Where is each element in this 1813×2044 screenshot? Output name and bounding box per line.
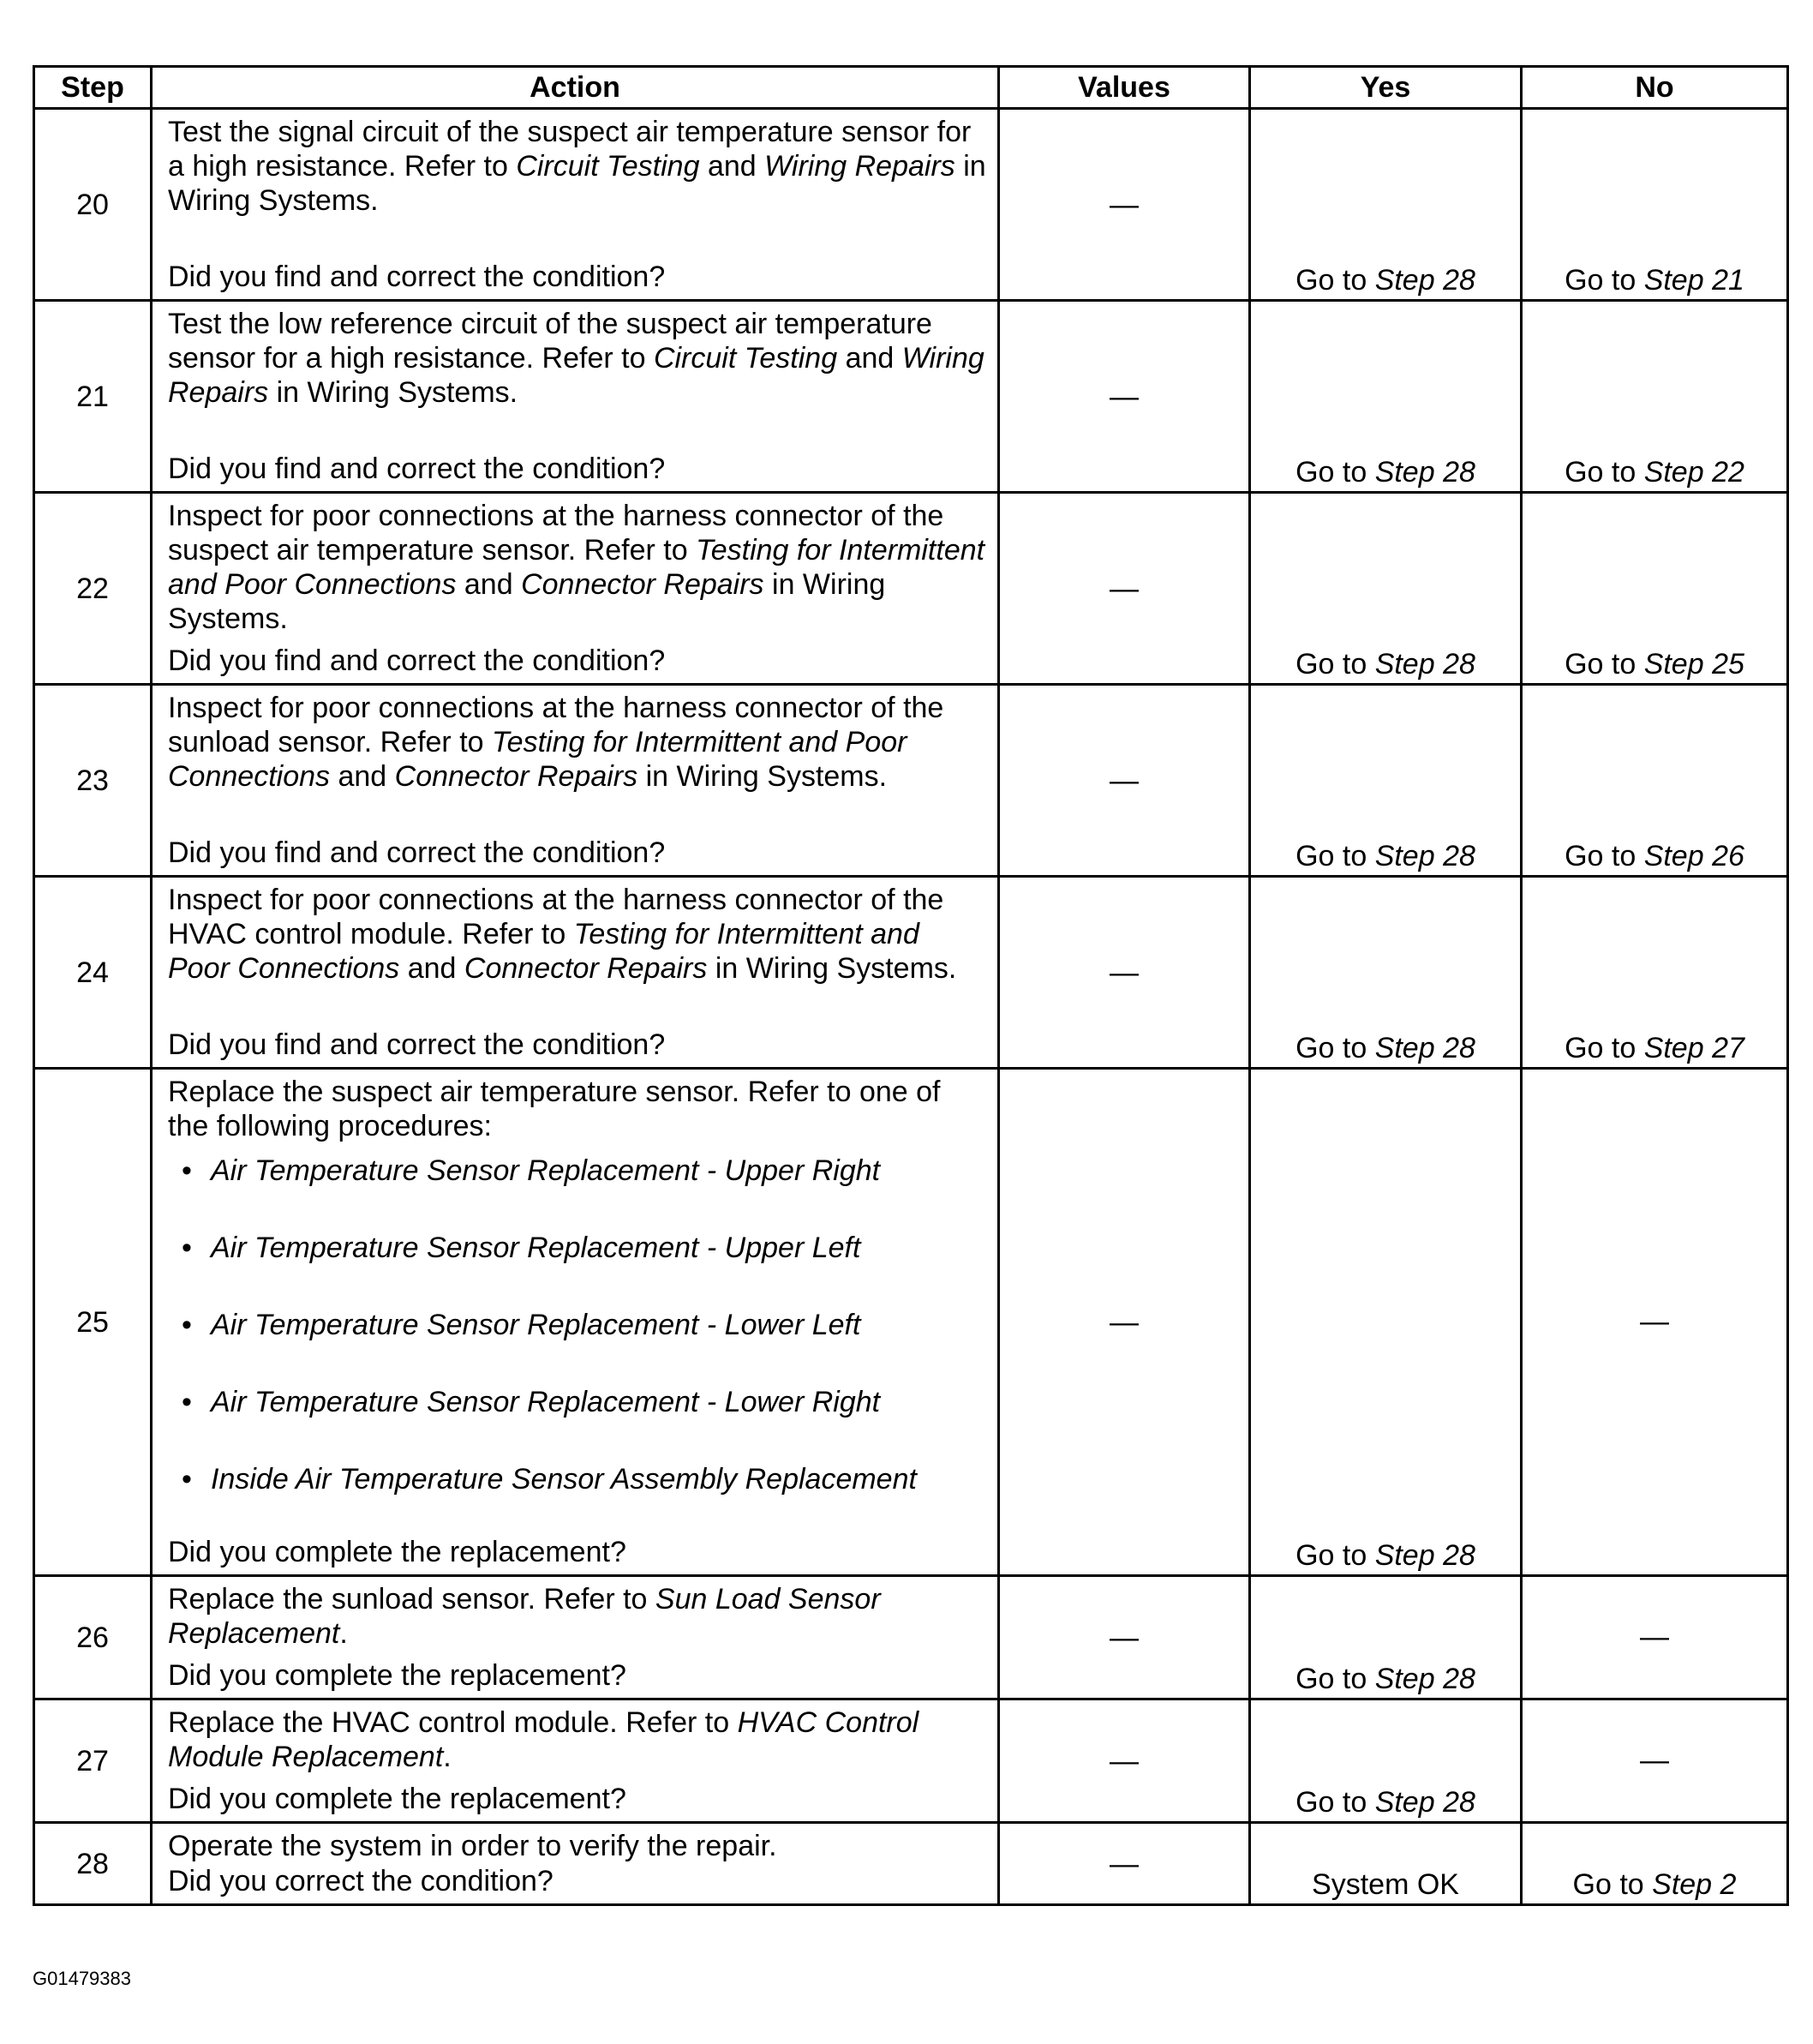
yes-step-link[interactable]: Step 28 bbox=[1374, 456, 1475, 489]
procedure-list-item[interactable] bbox=[211, 1462, 989, 1496]
yes-goto-text: Go to bbox=[1295, 264, 1375, 297]
no-step-link[interactable]: Step 22 bbox=[1643, 456, 1744, 489]
no-cell bbox=[1522, 877, 1788, 1069]
yes-step-link[interactable]: Step 28 bbox=[1374, 1663, 1475, 1695]
yes-cell bbox=[1250, 301, 1522, 493]
step-number: 22 bbox=[34, 493, 152, 685]
action-text bbox=[168, 307, 989, 410]
yes-cell bbox=[1250, 1069, 1522, 1576]
action-text bbox=[168, 1705, 989, 1774]
no-cell bbox=[1522, 1069, 1788, 1576]
no-step-link[interactable]: Step 27 bbox=[1643, 1032, 1744, 1064]
step-number: 26 bbox=[34, 1576, 152, 1699]
action-text-segment: Inspect for poor connections at the harness connector of the suspect air temperature sensor. Refer to bbox=[168, 500, 944, 566]
step-number: 24 bbox=[34, 877, 152, 1069]
procedure-link[interactable]: Inside Air Temperature Sensor Assembly Replacement bbox=[211, 1463, 917, 1496]
header-row bbox=[34, 67, 1788, 109]
values-cell: — bbox=[999, 685, 1250, 877]
procedure-list-item[interactable] bbox=[211, 1385, 989, 1419]
no-goto-text: Go to bbox=[1565, 840, 1644, 872]
no-cell bbox=[1522, 685, 1788, 877]
no-result-text: — bbox=[1640, 1620, 1669, 1653]
no-result-text: — bbox=[1640, 1304, 1669, 1338]
action-question: Did you complete the replacement? bbox=[168, 1536, 626, 1568]
action-text-segment: Replace the suspect air temperature sensor. Refer to one of the following procedures: bbox=[168, 1076, 941, 1142]
action-cell bbox=[152, 685, 999, 877]
no-result-text: — bbox=[1640, 1743, 1669, 1777]
no-goto-text: Go to bbox=[1565, 648, 1644, 680]
action-text-segment: Replace the sunload sensor. Refer to bbox=[168, 1583, 655, 1615]
action-question: Did you correct the condition? bbox=[168, 1865, 553, 1897]
step-number: 28 bbox=[34, 1823, 152, 1905]
yes-step-link[interactable]: Step 28 bbox=[1374, 648, 1475, 680]
no-goto-text: Go to bbox=[1572, 1868, 1653, 1901]
action-text-segment: Inspect for poor connections at the harness connector of the HVAC control module. Refer to bbox=[168, 884, 944, 950]
action-cell bbox=[152, 1576, 999, 1699]
yes-step-link[interactable]: Step 28 bbox=[1374, 840, 1475, 872]
header-values: Values bbox=[999, 67, 1250, 109]
yes-goto-text: Go to bbox=[1295, 1032, 1375, 1064]
yes-step-link[interactable]: Step 28 bbox=[1374, 1539, 1475, 1572]
values-cell: — bbox=[999, 1576, 1250, 1699]
reference-link[interactable]: Connector Repairs bbox=[394, 760, 638, 793]
action-text bbox=[168, 883, 989, 986]
action-question: Did you find and correct the condition? bbox=[168, 1028, 666, 1061]
no-step-link[interactable]: Step 25 bbox=[1643, 648, 1744, 680]
no-cell bbox=[1522, 1823, 1788, 1905]
procedure-list-item[interactable] bbox=[211, 1231, 989, 1265]
table-row bbox=[34, 493, 1788, 685]
action-text bbox=[168, 115, 989, 218]
values-cell: — bbox=[999, 1823, 1250, 1905]
action-text-segment: Replace the HVAC control module. Refer to bbox=[168, 1706, 738, 1739]
values-cell: — bbox=[999, 877, 1250, 1069]
action-text-segment: and bbox=[837, 342, 902, 375]
yes-cell bbox=[1250, 493, 1522, 685]
yes-goto-text: Go to bbox=[1295, 456, 1375, 489]
yes-cell bbox=[1250, 109, 1522, 301]
table-row bbox=[34, 685, 1788, 877]
procedure-list-item[interactable] bbox=[211, 1308, 989, 1342]
table-row bbox=[34, 301, 1788, 493]
action-text bbox=[168, 1075, 989, 1505]
procedure-link[interactable]: Air Temperature Sensor Replacement - Lower Right bbox=[211, 1386, 881, 1418]
reference-link[interactable]: Testing for Intermittent and Poor Connections bbox=[168, 726, 907, 793]
table-row bbox=[34, 1069, 1788, 1576]
yes-goto-text: Go to bbox=[1295, 1539, 1375, 1572]
yes-cell bbox=[1250, 1576, 1522, 1699]
yes-cell bbox=[1250, 1823, 1522, 1905]
yes-step-link[interactable]: Step 28 bbox=[1374, 1032, 1475, 1064]
no-cell bbox=[1522, 1699, 1788, 1823]
action-text bbox=[168, 1582, 989, 1651]
reference-link[interactable]: Testing for Intermittent and Poor Connections bbox=[168, 918, 919, 985]
yes-cell bbox=[1250, 877, 1522, 1069]
table-row bbox=[34, 1699, 1788, 1823]
action-text-segment: and bbox=[699, 150, 765, 183]
action-text-segment: in Wiring Systems. bbox=[168, 568, 886, 635]
yes-cell bbox=[1250, 1699, 1522, 1823]
no-cell bbox=[1522, 1576, 1788, 1699]
yes-goto-text: Go to bbox=[1295, 1663, 1375, 1695]
table-row bbox=[34, 109, 1788, 301]
yes-goto-text: Go to bbox=[1295, 648, 1375, 680]
values-cell: — bbox=[999, 493, 1250, 685]
step-number: 23 bbox=[34, 685, 152, 877]
procedure-list bbox=[168, 1154, 989, 1496]
action-question: Did you find and correct the condition? bbox=[168, 261, 666, 293]
table-row bbox=[34, 1823, 1788, 1905]
no-step-link[interactable]: Step 26 bbox=[1643, 840, 1744, 872]
yes-goto-text: Go to bbox=[1295, 840, 1375, 872]
action-text-segment: . bbox=[339, 1617, 348, 1650]
reference-link[interactable]: Wiring Repairs bbox=[764, 150, 955, 183]
action-cell bbox=[152, 1823, 999, 1905]
diagnostic-table bbox=[33, 65, 1789, 1906]
reference-link[interactable]: Testing for Intermittent and Poor Connections bbox=[168, 534, 985, 601]
action-question: Did you find and correct the condition? bbox=[168, 644, 666, 677]
reference-link[interactable]: Wiring Repairs bbox=[168, 342, 984, 409]
no-goto-text: Go to bbox=[1565, 264, 1644, 297]
yes-goto-text: Go to bbox=[1295, 1786, 1375, 1819]
reference-link[interactable]: Connector Repairs bbox=[521, 568, 764, 601]
diagnostic-table-sheet bbox=[33, 65, 1786, 1906]
step-number: 27 bbox=[34, 1699, 152, 1823]
reference-link[interactable]: Circuit Testing bbox=[653, 342, 838, 375]
step-number: 20 bbox=[34, 109, 152, 301]
action-text-segment: Test the low reference circuit of the suspect air temperature sensor for a high resistance. Refer to bbox=[168, 308, 932, 375]
action-text-segment: in Wiring Systems. bbox=[707, 952, 957, 985]
reference-link[interactable]: Connector Repairs bbox=[464, 952, 708, 985]
procedure-link[interactable]: Air Temperature Sensor Replacement - Upper Right bbox=[211, 1154, 881, 1187]
reference-link[interactable]: Circuit Testing bbox=[516, 150, 700, 183]
action-text-segment: Test the signal circuit of the suspect air temperature sensor for a high resistance. Refer to bbox=[168, 116, 972, 183]
action-text bbox=[168, 691, 989, 794]
action-text-segment: in Wiring Systems. bbox=[168, 150, 986, 217]
action-text-segment: . bbox=[443, 1741, 452, 1773]
yes-cell bbox=[1250, 685, 1522, 877]
header-no: No bbox=[1522, 67, 1788, 109]
action-question: Did you complete the replacement? bbox=[168, 1783, 626, 1815]
values-cell: — bbox=[999, 301, 1250, 493]
table-row bbox=[34, 1576, 1788, 1699]
yes-step-link[interactable]: Step 28 bbox=[1374, 264, 1475, 297]
reference-link[interactable]: HVAC Control Module Replacement bbox=[168, 1706, 919, 1773]
no-step-link[interactable]: Step 2 bbox=[1652, 1868, 1737, 1901]
action-text-segment: and bbox=[456, 568, 522, 601]
action-cell bbox=[152, 877, 999, 1069]
reference-link[interactable]: Sun Load Sensor Replacement bbox=[168, 1583, 881, 1650]
values-cell: — bbox=[999, 1069, 1250, 1576]
header-step: Step bbox=[34, 67, 152, 109]
yes-step-link[interactable]: Step 28 bbox=[1374, 1786, 1475, 1819]
action-text-segment: Inspect for poor connections at the harness connector of the sunload sensor. Refer to bbox=[168, 692, 944, 758]
action-cell bbox=[152, 301, 999, 493]
action-cell bbox=[152, 1069, 999, 1576]
action-cell bbox=[152, 493, 999, 685]
header-action: Action bbox=[152, 67, 999, 109]
no-cell bbox=[1522, 493, 1788, 685]
action-text-segment: Operate the system in order to verify the repair. bbox=[168, 1830, 777, 1862]
no-cell bbox=[1522, 301, 1788, 493]
action-question: Did you find and correct the condition? bbox=[168, 836, 666, 869]
values-cell: — bbox=[999, 109, 1250, 301]
action-question: Did you complete the replacement? bbox=[168, 1659, 626, 1692]
action-text-segment: in Wiring Systems. bbox=[637, 760, 888, 793]
action-question: Did you find and correct the condition? bbox=[168, 453, 666, 485]
no-step-link[interactable]: Step 21 bbox=[1643, 264, 1744, 297]
yes-result-text: System OK bbox=[1312, 1868, 1459, 1901]
action-cell bbox=[152, 109, 999, 301]
procedure-link[interactable]: Air Temperature Sensor Replacement - Lower Left bbox=[211, 1309, 861, 1341]
action-cell bbox=[152, 1699, 999, 1823]
no-goto-text: Go to bbox=[1565, 456, 1644, 489]
procedure-link[interactable]: Air Temperature Sensor Replacement - Upper Left bbox=[211, 1232, 861, 1264]
action-text-segment: in Wiring Systems. bbox=[268, 376, 518, 409]
action-text bbox=[168, 1829, 989, 1863]
figure-id: G01479383 bbox=[33, 1968, 131, 1989]
action-text-segment: and bbox=[399, 952, 464, 985]
table-row bbox=[34, 877, 1788, 1069]
action-text-segment: and bbox=[330, 760, 395, 793]
action-text bbox=[168, 499, 989, 636]
values-cell: — bbox=[999, 1699, 1250, 1823]
no-cell bbox=[1522, 109, 1788, 301]
procedure-list-item[interactable] bbox=[211, 1154, 989, 1188]
step-number: 21 bbox=[34, 301, 152, 493]
step-number: 25 bbox=[34, 1069, 152, 1576]
no-goto-text: Go to bbox=[1565, 1032, 1644, 1064]
header-yes: Yes bbox=[1250, 67, 1522, 109]
